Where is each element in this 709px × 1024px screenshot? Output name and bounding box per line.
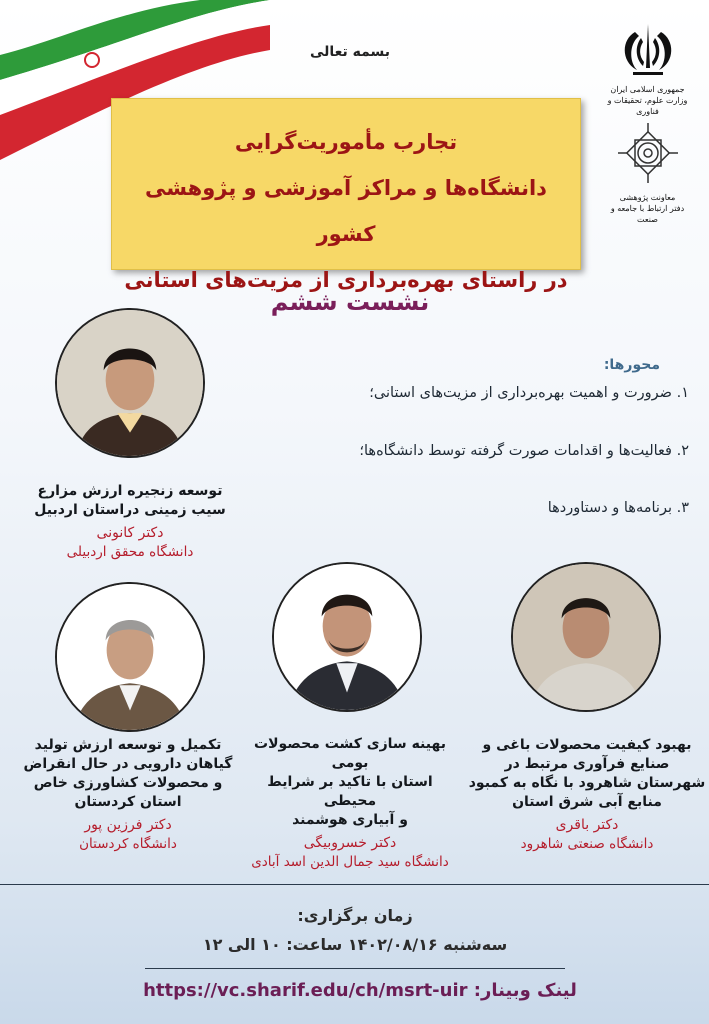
office-emblem-caption: معاونت پژوهشی دفتر ارتباط با جامعه و صنعت — [610, 193, 685, 224]
speaker-topic-line: شهرستان شاهرود با نگاه به کمبود — [468, 775, 706, 791]
speaker-card-kanouni — [25, 482, 235, 562]
speaker-university: دانشگاه محقق اردبیلی — [66, 544, 194, 560]
speaker-topic-line: گیاهان دارویی در حال انقراض — [23, 756, 233, 772]
speaker-photo-khosrobeigi — [272, 562, 422, 712]
title-line-1: تجارب مأموریت‌گرایی — [234, 130, 458, 154]
title-line-2: دانشگاه‌ها و مراکز آموزشی و پژوهشی کشور — [145, 176, 547, 246]
webinar-link-label: لینک وبینار: — [473, 980, 577, 1001]
webinar-link-url[interactable]: https://vc.sharif.edu/ch/msrt-uir — [143, 980, 468, 1001]
speaker-topic-line: منابع آبی شرق استان — [512, 794, 662, 810]
ministry-emblem-caption: جمهوری اسلامی ایران وزارت علوم، تحقیقات و فناوری — [607, 85, 688, 116]
speaker-name: دکتر خسروبیگی — [303, 835, 397, 851]
axes-heading: محورها: — [603, 357, 660, 373]
footer-divider — [0, 884, 709, 885]
ornament-logo-icon — [613, 118, 683, 188]
iran-emblem-icon — [613, 18, 683, 80]
speaker-card-khosrobeigi — [245, 735, 455, 872]
office-emblem — [600, 118, 695, 225]
axis-item-2: ۲. فعالیت‌ها و اقدامات صورت گرفته توسط دانشگاه‌ها؛ — [359, 443, 689, 459]
time-underline — [145, 968, 565, 969]
title-line-3: در راستای بهره‌برداری از مزیت‌های استانی — [124, 268, 568, 292]
speaker-topic-line: استان کردستان — [74, 794, 182, 810]
speaker-photo-farzinpour — [55, 582, 205, 732]
event-time-label: زمان برگزاری: — [297, 906, 413, 925]
person-avatar-icon — [274, 564, 420, 710]
speaker-university: دانشگاه سید جمال الدین اسد آبادی — [251, 854, 449, 870]
axis-item-3: ۳. برنامه‌ها و دستاوردها — [547, 500, 689, 516]
speaker-topic-line: و آبیاری هوشمند — [292, 812, 408, 828]
bismillah-text: بسمه تعالی — [309, 44, 391, 60]
speaker-card-bagheri — [468, 736, 706, 854]
speaker-topic-line: و محصولات کشاورزی خاص — [33, 775, 223, 791]
speaker-topic-line: استان با تاکید بر شرایط محیطی — [267, 774, 433, 809]
speaker-name: دکتر کانونی — [96, 525, 164, 541]
speaker-name: دکتر باقری — [555, 817, 619, 833]
speaker-topic-line: بهبود کیفیت محصولات باغی و — [482, 737, 692, 753]
speaker-topic-line: صنایع فرآوری مرتبط در — [504, 756, 670, 772]
speaker-card-farzinpour — [18, 736, 238, 854]
webinar-link-row — [110, 980, 610, 1001]
speaker-topic-line: بهینه سازی کشت محصولات بومی — [254, 736, 446, 771]
ministry-emblem — [600, 18, 695, 117]
speaker-topic-line: توسعه زنجیره ارزش مزارع — [37, 483, 223, 499]
speaker-photo-kanouni — [55, 308, 205, 458]
person-avatar-icon — [57, 310, 203, 456]
axis-item-1: ۱. ضرورت و اهمیت بهره‌برداری از مزیت‌های استانی؛ — [369, 385, 689, 401]
speaker-photo-bagheri — [511, 562, 661, 712]
session-title: نشست ششم — [270, 288, 430, 316]
speaker-topic-line: تکمیل و توسعه ارزش تولید — [34, 737, 222, 753]
speaker-university: دانشگاه کردستان — [79, 836, 177, 852]
person-avatar-icon — [513, 564, 659, 710]
speaker-university: دانشگاه صنعتی شاهرود — [520, 836, 654, 852]
speaker-name: دکتر فرزین پور — [84, 817, 172, 833]
event-time-value: سه‌شنبه ۱۴۰۲/۰۸/۱۶ ساعت: ۱۰ الی ۱۲ — [202, 935, 508, 954]
person-avatar-icon — [57, 584, 203, 730]
title-box — [111, 98, 581, 292]
speaker-topic-line: سیب زمینی دراستان اردبیل — [34, 502, 226, 518]
